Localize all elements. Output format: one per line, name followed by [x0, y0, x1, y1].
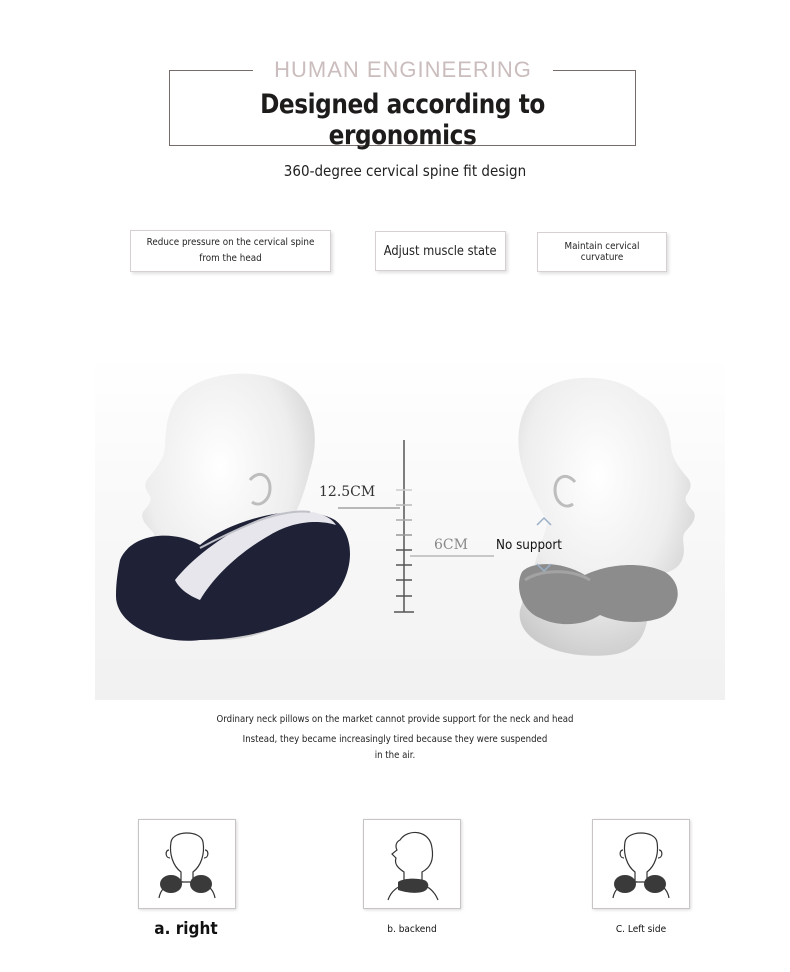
description-line: Ordinary neck pillows on the market cannot provide support for the neck and head: [216, 714, 574, 725]
feature-tag-curvature: [537, 232, 667, 272]
feature-tag-pressure: [130, 230, 331, 272]
page-title: Designed according to ergonomics: [260, 89, 545, 151]
feature-tag-label: Reduce pressure on the cervical spine from the head: [146, 237, 315, 264]
description-line: Instead, they became increasingly tired because they were suspended: [242, 734, 548, 745]
page-subtitle: 360-degree cervical spine fit design: [283, 162, 527, 180]
feature-tag-muscle: [375, 231, 506, 271]
view-back-label: b. backend: [387, 924, 437, 935]
pillow-ordinary: [519, 564, 678, 624]
description-line: in the air.: [374, 750, 416, 761]
view-back-card: [363, 819, 461, 909]
ergonomic-height-label: 12.5CM: [319, 484, 376, 500]
view-left-card: [592, 819, 690, 909]
no-support-label: No support: [496, 538, 562, 553]
eyebrow-heading: HUMAN ENGINEERING: [253, 55, 553, 85]
view-left-label: C. Left side: [615, 924, 667, 935]
head-side-icon: [364, 820, 460, 908]
view-right-card: [138, 819, 236, 909]
feature-tag-label: Adjust muscle state: [384, 243, 497, 259]
head-front-icon: [593, 820, 689, 908]
pillow-comparison-illustration: [95, 355, 725, 700]
view-right-label: a. right: [154, 919, 218, 939]
head-front-icon: [139, 820, 235, 908]
feature-tag-label: Maintain cervical curvature: [564, 241, 640, 263]
ordinary-height-label: 6CM: [434, 537, 468, 553]
